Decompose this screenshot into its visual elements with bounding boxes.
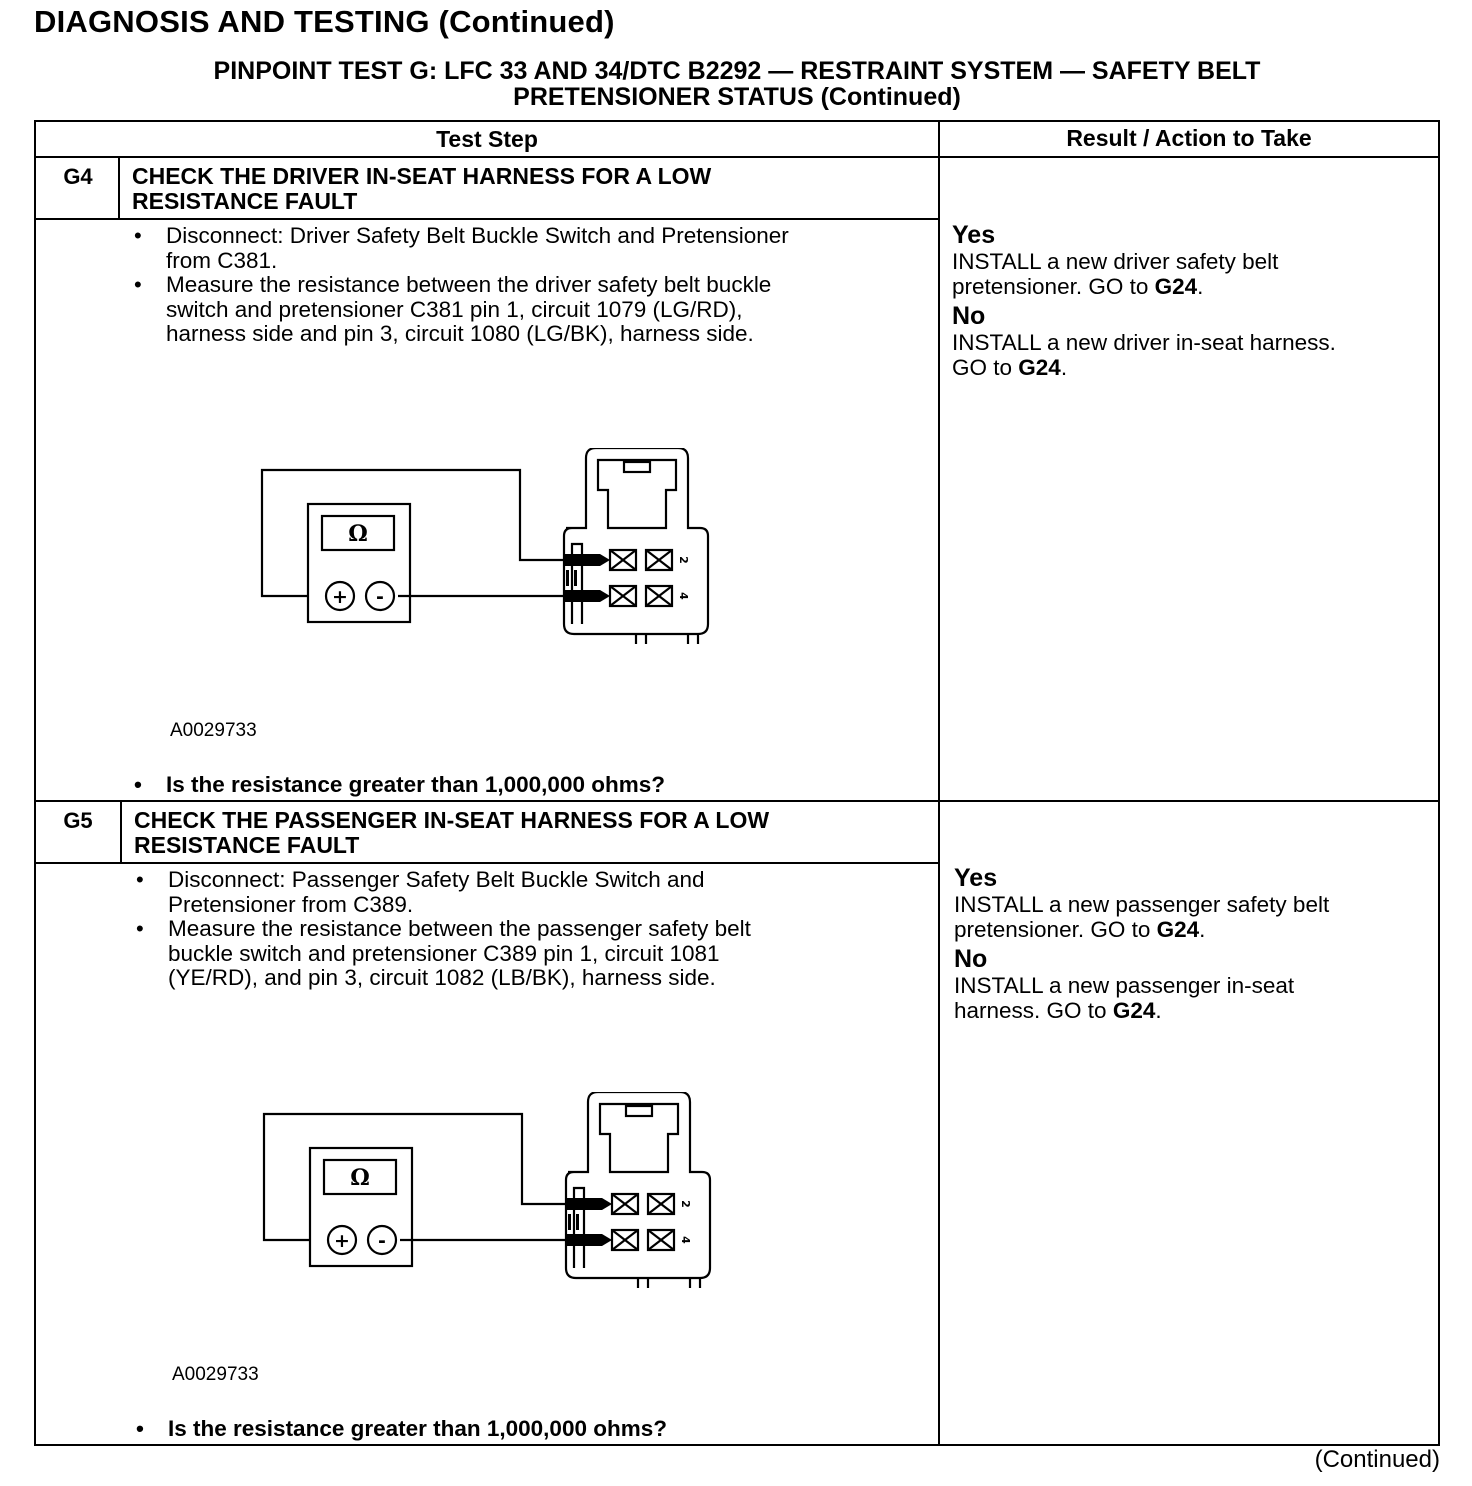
step-title-line-1: CHECK THE DRIVER IN-SEAT HARNESS FOR A LOW <box>132 163 712 189</box>
column-divider <box>938 122 940 1444</box>
result-no-text: GO to <box>952 355 1019 380</box>
result-yes-goto: G24 <box>1154 274 1198 299</box>
result-yes-text: pretensioner. GO to <box>954 917 1157 942</box>
pin-label-bottom: 4 <box>677 592 690 600</box>
figure-id-g4: A0029733 <box>170 720 257 741</box>
result-yes-end: . <box>1197 274 1204 299</box>
meter-plus-terminal: + <box>334 1230 350 1252</box>
header-divider <box>36 156 1438 158</box>
meter-plus-terminal: + <box>332 586 348 608</box>
step-id-divider <box>120 802 122 864</box>
result-no-line-1: INSTALL a new passenger in-seat <box>954 973 1295 998</box>
result-no-line-2 <box>952 355 1422 380</box>
result-no-goto: G24 <box>1112 998 1156 1023</box>
result-no-goto: G24 <box>1018 355 1061 380</box>
result-no-label: No <box>954 945 988 973</box>
instruction-line: • Disconnect: Passenger Safety Belt Buckle Switch and <box>168 867 705 892</box>
step-instructions-g4 <box>128 224 928 347</box>
pin-label-bottom: 4 <box>679 1236 692 1244</box>
continued-note: (Continued) <box>1314 1446 1440 1473</box>
column-header-test-step: Test Step <box>436 126 538 152</box>
instruction-line: from C381. <box>166 247 278 273</box>
result-g4 <box>952 222 1422 380</box>
ohm-symbol: Ω <box>350 1165 370 1191</box>
column-header-result: Result / Action to Take <box>1066 125 1312 151</box>
step-title-divider <box>36 218 938 220</box>
result-no-line-1: INSTALL a new driver in-seat harness. <box>952 330 1336 355</box>
instruction-line: buckle switch and pretensioner C389 pin 1, circuit 1081 <box>168 940 720 966</box>
result-no-label: No <box>952 302 986 330</box>
pinpoint-test-title <box>34 58 1440 110</box>
page-title: DIAGNOSIS AND TESTING (Continued) <box>34 4 615 39</box>
step-id-g4: G4 <box>63 164 93 189</box>
result-yes-end: . <box>1199 917 1206 942</box>
step-title-line-2: RESISTANCE FAULT <box>132 188 358 214</box>
step-title-line-1: CHECK THE PASSENGER IN-SEAT HARNESS FOR A LOW <box>134 807 770 833</box>
result-yes-line-1: INSTALL a new driver safety belt <box>952 249 1279 274</box>
figure-id-g5: A0029733 <box>172 1364 259 1385</box>
instruction-line: Pretensioner from C389. <box>168 891 414 917</box>
question-g4: • Is the resistance greater than 1,000,000 ohms? <box>128 772 665 798</box>
ohmmeter-connector-diagram-g4 <box>254 448 744 648</box>
ohmmeter-connector-diagram-g5 <box>256 1092 746 1292</box>
result-no-text: harness. GO to <box>954 998 1113 1023</box>
instruction-line: harness side and pin 3, circuit 1080 (LG/BK), harness side. <box>166 321 754 346</box>
instruction-line: • Measure the resistance between the driver safety belt buckle <box>166 272 772 297</box>
instruction-line: • Measure the resistance between the passenger safety belt <box>168 916 751 941</box>
step-title-g5 <box>134 808 769 858</box>
result-yes-goto: G24 <box>1156 917 1200 942</box>
result-no-end: . <box>1060 355 1068 380</box>
result-yes-line-1: INSTALL a new passenger safety belt <box>954 892 1330 917</box>
row-divider <box>36 800 1438 802</box>
instruction-line: (YE/RD), and pin 3, circuit 1082 (LB/BK), harness side. <box>168 965 716 990</box>
test-title-line-2: PRETENSIONER STATUS (Continued) <box>513 83 961 111</box>
instruction-measure <box>130 917 930 991</box>
meter-minus-terminal: - <box>376 586 384 608</box>
result-yes-label: Yes <box>954 864 998 892</box>
ohm-symbol: Ω <box>348 521 368 547</box>
instruction-line: switch and pretensioner C381 pin 1, circuit 1079 (LG/RD), <box>166 296 743 322</box>
instruction-measure <box>128 273 928 347</box>
step-id-g5: G5 <box>63 808 93 833</box>
meter-minus-terminal: - <box>378 1230 386 1252</box>
result-yes-label: Yes <box>952 221 996 249</box>
test-table <box>34 120 1440 1446</box>
instruction-disconnect <box>130 868 930 917</box>
instruction-line: • Disconnect: Driver Safety Belt Buckle Switch and Pretensioner <box>166 223 789 248</box>
result-no-end: . <box>1155 998 1162 1023</box>
pin-label-top: 2 <box>679 1200 692 1208</box>
result-no-line-2 <box>954 998 1424 1023</box>
pin-label-top: 2 <box>677 556 690 564</box>
result-yes-line-2 <box>954 917 1424 942</box>
test-title-line-1: PINPOINT TEST G: LFC 33 AND 34/DTC B2292 — RESTRAINT SYSTEM — SAFETY BELT <box>213 57 1261 85</box>
result-g5 <box>954 865 1424 1023</box>
step-instructions-g5 <box>130 868 930 991</box>
instruction-disconnect <box>128 224 928 273</box>
step-title-g4 <box>132 164 711 214</box>
question-g5: • Is the resistance greater than 1,000,000 ohms? <box>130 1416 667 1442</box>
step-title-line-2: RESISTANCE FAULT <box>134 832 360 858</box>
step-title-divider <box>36 862 938 864</box>
result-yes-text: pretensioner. GO to <box>952 274 1155 299</box>
result-yes-line-2 <box>952 274 1422 299</box>
